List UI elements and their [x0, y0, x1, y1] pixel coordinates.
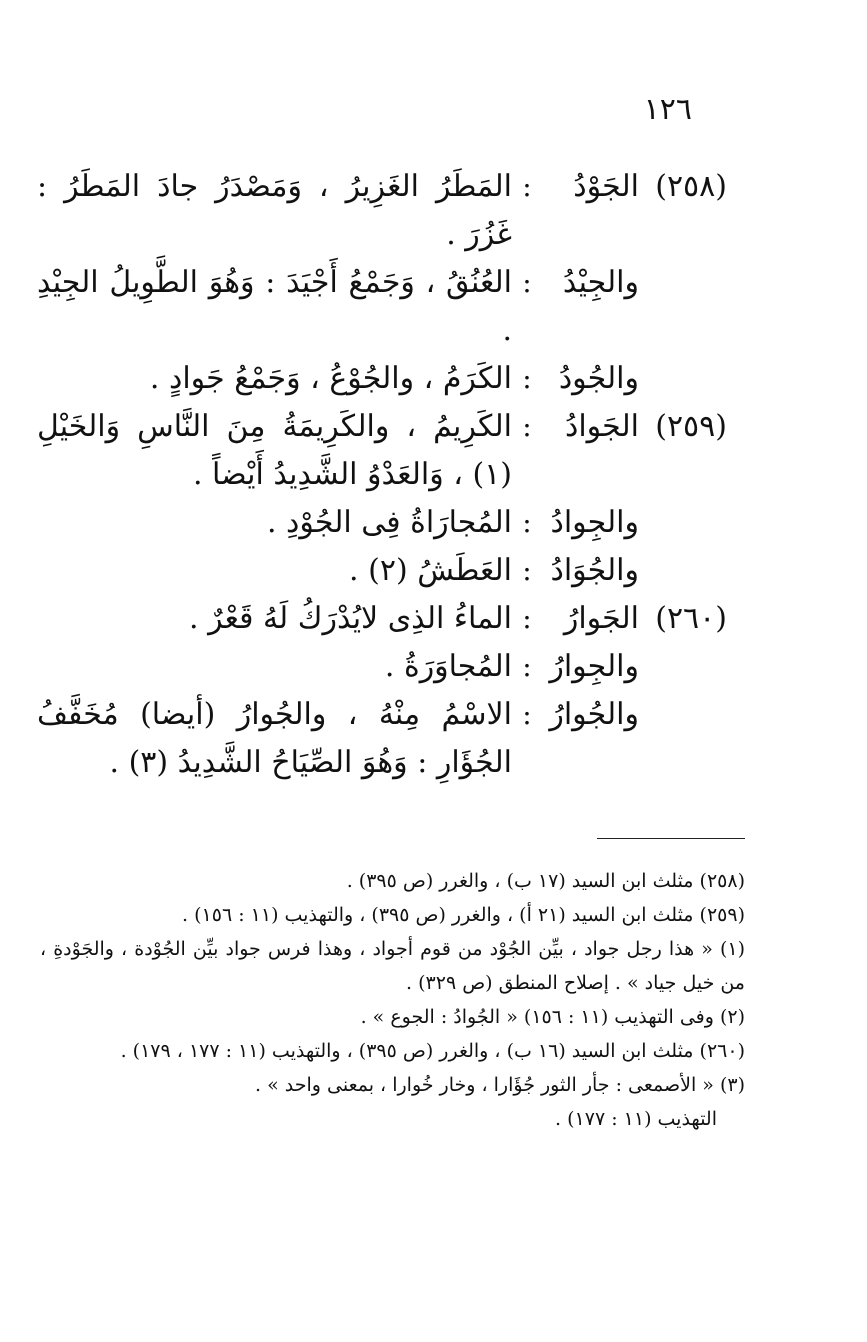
entry-definition: الكَرَمُ ، والجُوْعُ ، وَجَمْعُ جَوادٍ . — [149, 361, 512, 396]
footnote-divider — [597, 838, 745, 839]
entry-colon: : — [522, 170, 532, 203]
entry-number: (٢٥٨) — [655, 169, 727, 204]
footnote: (٣) « الأصمعى : جأر الثور جُؤَارا ، وخار خُوارا ، بمعنى واحد » . — [255, 1074, 745, 1096]
entry-term-cell — [542, 691, 727, 739]
footnote: (٢) وفى التهذيب (١١ : ١٥٦) « الجُوادُ : الجوع » . — [360, 1006, 745, 1028]
entry — [37, 259, 727, 355]
entry — [37, 643, 727, 691]
entry-term-cell — [542, 259, 727, 307]
entry-definition: الكَرِيمُ ، والكَرِيمَةُ مِنَ النَّاسِ وَالخَيْلِ (١) ، وَالعَدْوُ الشَّدِيدُ أَيْضاً . — [37, 409, 512, 492]
footnote: (٢٦٠) مثلث ابن السيد (١٦ ب) ، والغرر (ص ٣٩٥) ، والتهذيب (١١ : ١٧٧ ، ١٧٩) . — [120, 1040, 745, 1062]
entry-colon: : — [522, 506, 532, 539]
entry — [37, 355, 727, 403]
entry-term-cell — [542, 547, 727, 595]
entry-definition: العُنُقُ ، وَجَمْعُ أَجْيَدَ : وَهُوَ الطَّوِيلُ الجِيْدِ . — [37, 265, 512, 348]
entry-definition: المُجارَاةُ فِى الجُوْدِ . — [266, 505, 512, 540]
entry-definition: المَطَرُ الغَزِيرُ ، وَمَصْدَرُ جادَ المَطَرُ : غَزُرَ . — [37, 169, 512, 252]
entry-colon: : — [522, 410, 532, 443]
entry-definition: المُجاوَرَةُ . — [384, 649, 512, 684]
footnote: (٢٥٩) مثلث ابن السيد (٢١ أ) ، والغرر (ص ٣٩٥) ، والتهذيب (١١ : ١٥٦) . — [182, 904, 745, 926]
entry — [37, 499, 727, 547]
entry-headword: والجِيْدُ — [562, 265, 639, 300]
entry-term-cell — [542, 355, 727, 403]
entry-headword: الجَوْدُ — [573, 169, 639, 204]
footnotes — [40, 864, 745, 1136]
entry-number: (٢٥٩) — [655, 409, 727, 444]
entry-term-cell — [542, 499, 727, 547]
entry-headword: والجِوارُ — [549, 649, 639, 684]
dictionary-entries — [37, 163, 727, 787]
entry-colon: : — [522, 554, 532, 587]
entry-definition: الماءُ الذِى لايُدْرَكُ لَهُ قَعْرٌ . — [189, 601, 512, 636]
entry — [37, 595, 727, 643]
entry-colon: : — [522, 698, 532, 731]
footnote: (٢٥٨) مثلث ابن السيد (١٧ ب) ، والغرر (ص ٣٩٥) . — [346, 870, 745, 892]
entry-headword: الجَوارُ — [563, 601, 639, 636]
entry — [37, 547, 727, 595]
page-number: ١٢٦ — [643, 92, 692, 127]
entry-headword: والجُوَادُ — [550, 553, 639, 588]
entry — [37, 403, 727, 499]
entry-term-cell — [542, 163, 727, 211]
entry-headword: والجُودُ — [558, 361, 639, 396]
entry — [37, 691, 727, 787]
footnote-continuation: التهذيب (١١ : ١٧٧) . — [555, 1108, 717, 1130]
entry-headword: والجُوارُ — [549, 697, 639, 732]
entry-colon: : — [522, 266, 532, 299]
entry-term-cell — [542, 403, 727, 451]
entry-headword: والجِوادُ — [550, 505, 639, 540]
entry-term-cell — [542, 595, 727, 643]
entry-colon: : — [522, 650, 532, 683]
footnote: (١) « هذا رجل جواد ، بيِّن الجُوْد من قوم أجواد ، وهذا فرس جواد بيِّن الجُوْدة ، والجَوْدةِ ، من خيل جياد » . إصلاح المنطق (ص ٣٢٩) . — [40, 938, 745, 994]
entry-colon: : — [522, 602, 532, 635]
entry-headword: الجَوادُ — [564, 409, 639, 444]
entry — [37, 163, 727, 259]
entry-number: (٢٦٠) — [655, 601, 727, 636]
entry-colon: : — [522, 362, 532, 395]
entry-definition: الاسْمُ مِنْهُ ، والجُوارُ (أيضا) مُخَفَّفُ الجُؤَارِ : وَهُوَ الصِّيَاحُ الشَّدِيدُ (٣) . — [37, 697, 512, 780]
entry-term-cell — [542, 643, 727, 691]
entry-definition: العَطَشُ (٢) . — [349, 553, 512, 588]
